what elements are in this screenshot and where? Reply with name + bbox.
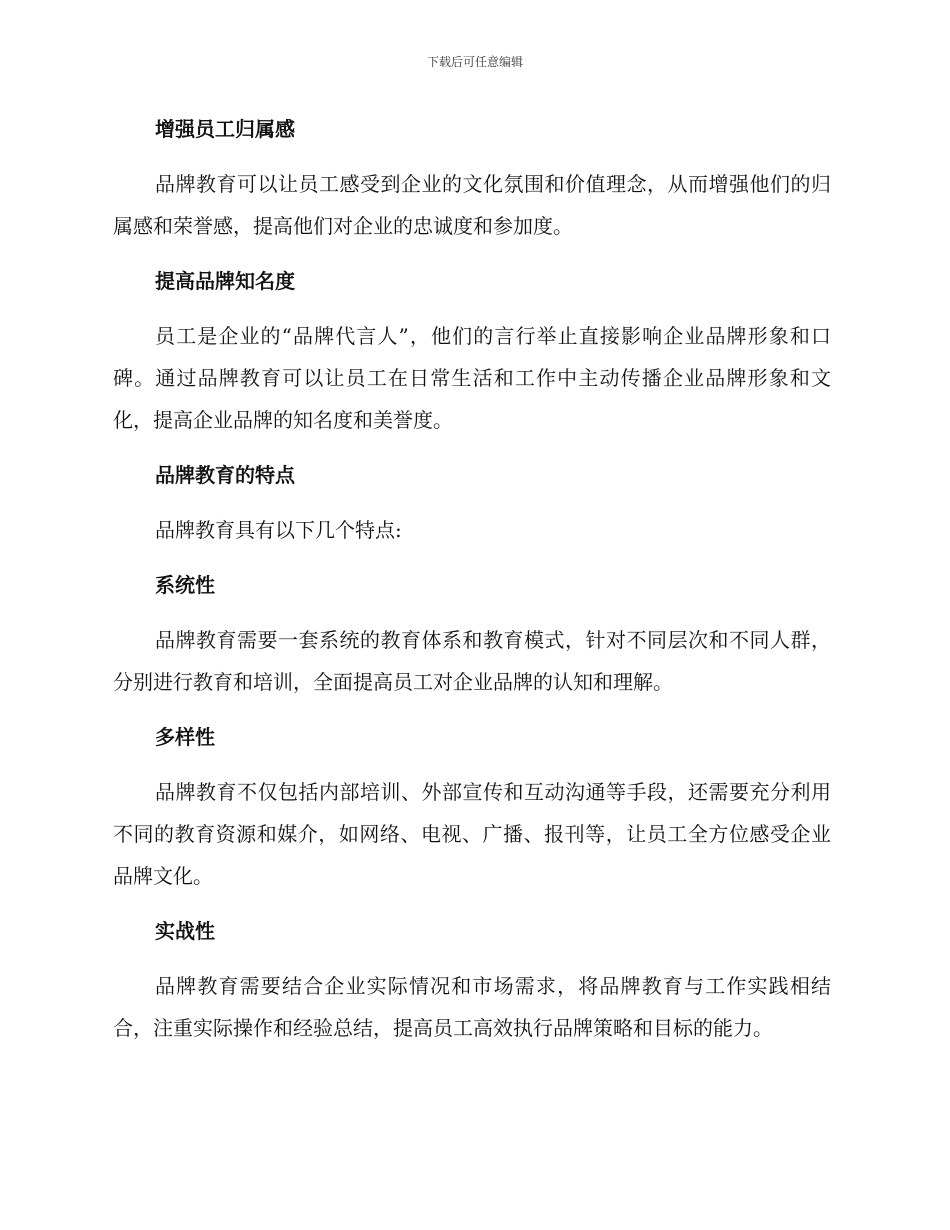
paragraph-belonging: 品牌教育可以让员工感受到企业的文化氛围和价值理念，从而增强他们的归属感和荣誉感，提高他们对企业的忠诚度和参加度。 <box>113 172 831 238</box>
document-body <box>113 108 831 1062</box>
section-heading-systematic: 系统性 <box>155 573 215 597</box>
section-heading-features: 品牌教育的特点 <box>155 463 295 487</box>
paragraph-diversity: 品牌教育不仅包括内部培训、外部宣传和互动沟通等手段，还需要充分利用不同的教育资源和媒介，如网络、电视、广播、报刊等，让员工全方位感受企业品牌文化。 <box>113 780 831 888</box>
paragraph-features-intro: 品牌教育具有以下几个特点: <box>155 518 402 542</box>
paragraph-systematic: 品牌教育需要一套系统的教育体系和教育模式，针对不同层次和不同人群，分别进行教育和培训，全面提高员工对企业品牌的认知和理解。 <box>113 628 831 694</box>
section-heading-awareness: 提高品牌知名度 <box>155 269 295 293</box>
paragraph-practical: 品牌教育需要结合企业实际情况和市场需求，将品牌教育与工作实践相结合，注重实际操作和经验总结，提高员工高效执行品牌策略和目标的能力。 <box>113 974 831 1040</box>
page-header: 下载后可任意编辑 <box>426 55 523 69</box>
section-heading-practical: 实战性 <box>155 919 215 943</box>
section-heading-diversity: 多样性 <box>155 725 215 749</box>
paragraph-awareness: 员工是企业的“品牌代言人”，他们的言行举止直接影响企业品牌形象和口碑。通过品牌教育可以让员工在日常生活和工作中主动传播企业品牌形象和文化，提高企业品牌的知名度和美誉度。 <box>113 324 831 432</box>
section-heading-belonging: 增强员工归属感 <box>155 117 295 141</box>
